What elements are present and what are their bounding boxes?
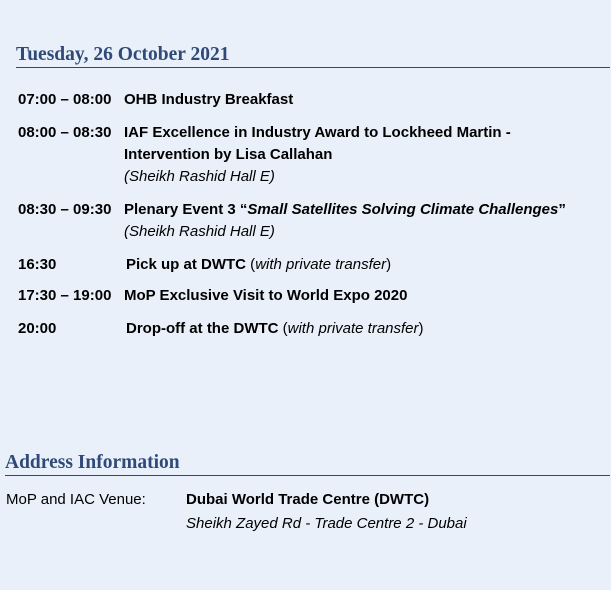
schedule-title [124, 199, 566, 221]
schedule-title [126, 318, 424, 340]
schedule-time: 08:30 – 09:30 [18, 201, 112, 218]
schedule-title-suffix: ” [558, 201, 566, 218]
schedule-time: 08:00 – 08:30 [18, 124, 112, 141]
schedule-location: (Sheikh Rashid Hall E) [124, 223, 275, 240]
schedule-title-line2: Intervention by Lisa Callahan [124, 146, 333, 163]
schedule-note-open: ( [278, 320, 288, 337]
schedule-title: MoP Exclusive Visit to World Expo 2020 [124, 287, 408, 304]
schedule-time: 07:00 – 08:00 [18, 91, 112, 108]
schedule-note: with private transfer [255, 256, 387, 273]
schedule-time: 17:30 – 19:00 [18, 287, 112, 304]
schedule-time: 20:00 [18, 320, 57, 337]
schedule-title-text: Pick up at DWTC [126, 256, 247, 273]
schedule-title-prefix: Plenary Event 3 “ [124, 201, 248, 218]
address-heading: Address Information [5, 451, 610, 476]
schedule-title: OHB Industry Breakfast [124, 91, 294, 108]
schedule-title-italic: Small Satellites Solving Climate Challenges [247, 201, 559, 218]
schedule-note-close: ) [386, 256, 392, 273]
schedule-time: 16:30 [18, 256, 57, 273]
schedule-note-close: ) [418, 320, 424, 337]
day-heading: Tuesday, 26 October 2021 [16, 43, 610, 68]
schedule-note-open: ( [246, 256, 256, 273]
schedule-location: (Sheikh Rashid Hall E) [124, 168, 275, 185]
schedule-title [126, 254, 391, 276]
venue-street: Sheikh Zayed Rd - Trade Centre 2 - Dubai [186, 515, 467, 532]
schedule-title-text: Drop-off at the DWTC [126, 320, 279, 337]
schedule-note: with private transfer [287, 320, 419, 337]
venue-name: Dubai World Trade Centre (DWTC) [186, 491, 430, 508]
venue-label: MoP and IAC Venue: [6, 491, 146, 508]
schedule-title: IAF Excellence in Industry Award to Lockheed Martin - [124, 124, 511, 141]
